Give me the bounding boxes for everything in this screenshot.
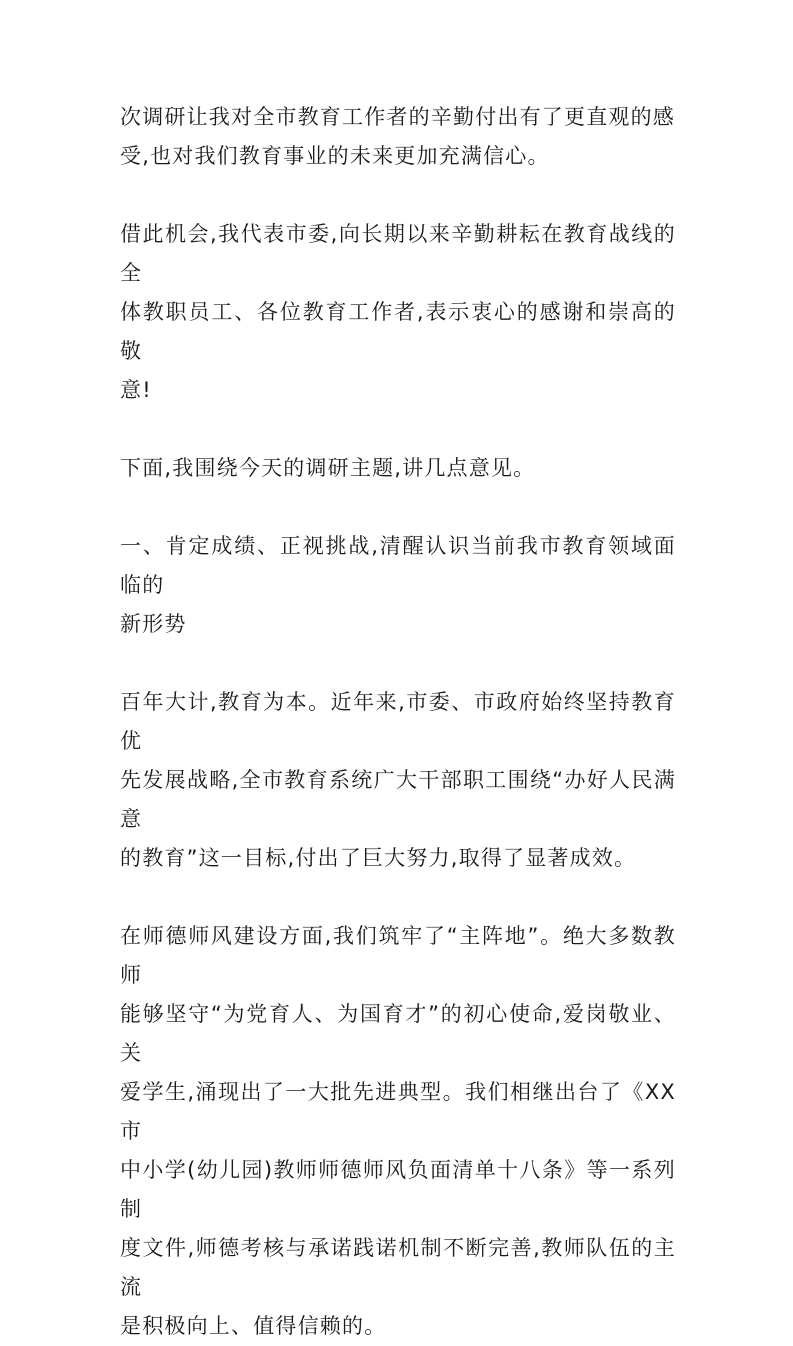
section-heading-one: 一、肯定成绩、正视挑战,清醒认识当前我市教育领域面临的 新形势 <box>120 534 676 636</box>
paragraph-gap <box>120 410 676 449</box>
paragraph-intro-opinions: 下面,我围绕今天的调研主题,讲几点意见。 <box>120 456 536 480</box>
paragraph-gap <box>120 488 676 527</box>
paragraph-gap <box>120 878 676 917</box>
document-body <box>120 98 676 1346</box>
paragraph-teacher-ethics: 在师德师风建设方面,我们筑牢了“主阵地”。绝大多数教师 能够坚守“为党育人、为国育才”的初心使命,爱岗敬业、关 爱学生,涌现出了一大批先进典型。我们相继出台了《XX市 中小学(幼儿园)教师师德师风负面清单十八条》等一系列制 度文件,师德考核与承诺践诺机制不断完善,教师队伍的主流 是积极向上、值得信赖的。 <box>120 924 676 1338</box>
paragraph-gap <box>120 176 676 215</box>
paragraph-research-confidence: 次调研让我对全市教育工作者的辛勤付出有了更直观的感 受,也对我们教育事业的未来更加充满信心。 <box>120 105 675 168</box>
paragraph-education-priority: 百年大计,教育为本。近年来,市委、市政府始终坚持教育优 先发展战略,全市教育系统广大干部职工围绕“办好人民满意 的教育”这一目标,付出了巨大努力,取得了显著成效。 <box>120 690 676 870</box>
paragraph-thanks: 借此机会,我代表市委,向长期以来辛勤耕耘在教育战线的全 体教职员工、各位教育工作者,表示衷心的感谢和崇高的敬 意! <box>120 222 676 402</box>
paragraph-gap <box>120 644 676 683</box>
